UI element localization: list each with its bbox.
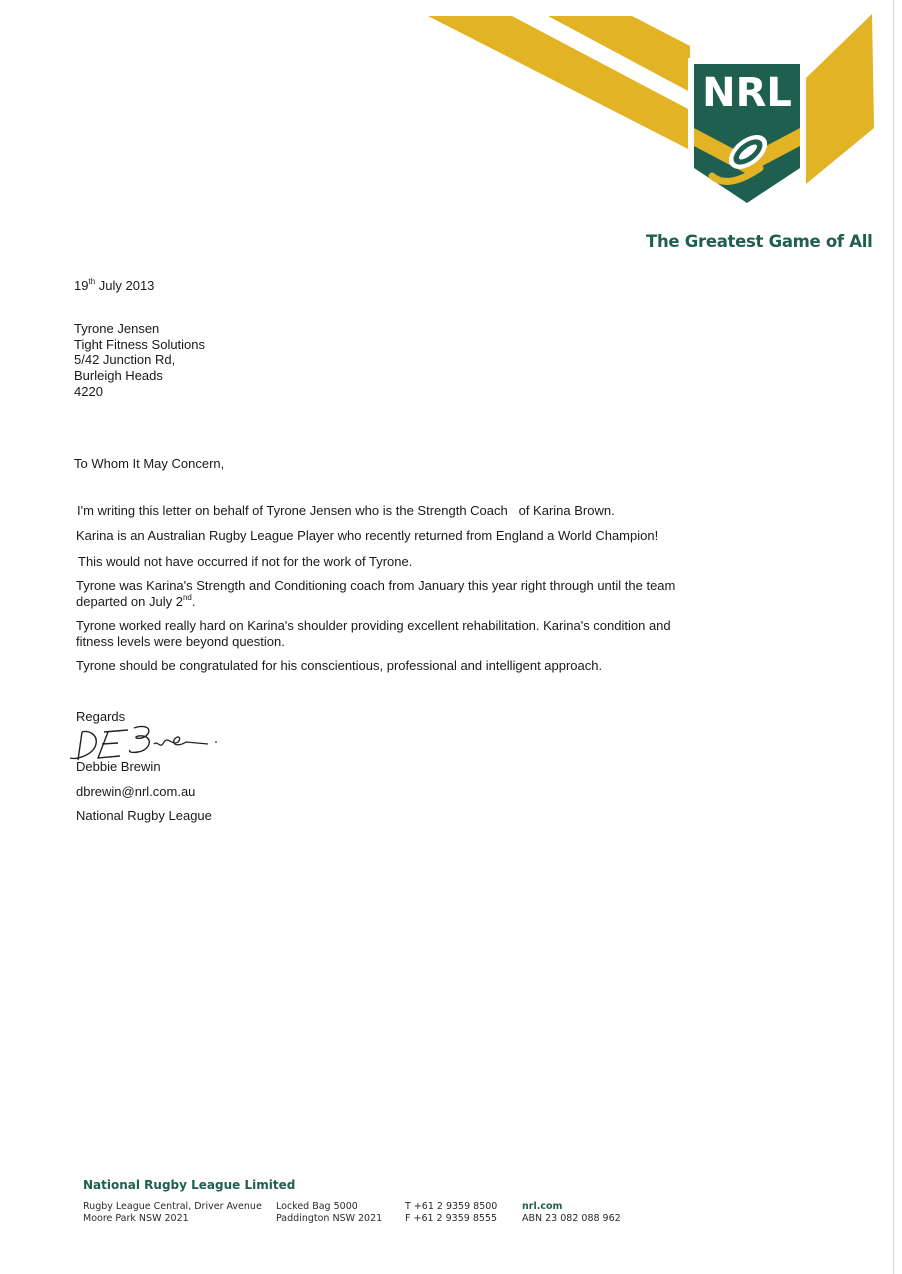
footer-address-line: Moore Park NSW 2021 bbox=[83, 1213, 189, 1224]
footer-website-link[interactable]: nrl.com bbox=[522, 1201, 563, 1212]
nrl-logo-text: NRL bbox=[702, 70, 792, 116]
letter-date bbox=[74, 278, 154, 294]
salutation: To Whom It May Concern, bbox=[74, 456, 225, 471]
body-paragraph: I'm writing this letter on behalf of Tyrone Jensen who is the Strength Coach of Karina Brown. bbox=[77, 503, 615, 518]
address-line: 5/42 Junction Rd, bbox=[74, 352, 176, 367]
signer-email[interactable]: dbrewin@nrl.com.au bbox=[76, 784, 196, 799]
body-paragraph-continued: fitness levels were beyond question. bbox=[76, 634, 285, 649]
date-day: 19 bbox=[74, 278, 89, 293]
signer-name: Debbie Brewin bbox=[76, 759, 161, 774]
date-suffix: nd bbox=[182, 592, 192, 602]
footer-abn: ABN 23 082 088 962 bbox=[522, 1213, 621, 1224]
body-paragraph-continued bbox=[76, 594, 196, 610]
footer-web bbox=[522, 1201, 621, 1225]
footer-org-name: National Rugby League Limited bbox=[83, 1178, 296, 1192]
body-paragraph: Karina is an Australian Rugby League Player who recently returned from England a World Champion! bbox=[76, 528, 659, 543]
body-paragraph: Tyrone worked really hard on Karina's shoulder providing excellent rehabilitation. Karina's condition and bbox=[76, 618, 671, 633]
footer-postal-line: Locked Bag 5000 bbox=[276, 1201, 358, 1212]
gold-stripe-right bbox=[806, 14, 874, 184]
address-line: Tyrone Jensen bbox=[74, 321, 160, 336]
body-paragraph: Tyrone was Karina's Strength and Conditioning coach from January this year right through until the team bbox=[76, 578, 676, 593]
footer-address-line: Rugby League Central, Driver Avenue bbox=[83, 1201, 262, 1212]
date-suffix: th bbox=[88, 276, 96, 286]
footer-address bbox=[83, 1201, 262, 1225]
address-line: Burleigh Heads bbox=[74, 368, 163, 383]
footer-fax: F +61 2 9359 8555 bbox=[405, 1213, 497, 1224]
period: . bbox=[191, 594, 196, 609]
signer-organisation: National Rugby League bbox=[76, 808, 212, 823]
date-rest: July 2013 bbox=[95, 278, 155, 293]
footer-postal bbox=[276, 1201, 382, 1225]
footer-phone: T +61 2 9359 8500 bbox=[405, 1201, 498, 1212]
nrl-shield-logo bbox=[688, 58, 806, 210]
address-line: Tight Fitness Solutions bbox=[74, 337, 206, 352]
departure-text: departed on July 2 bbox=[76, 594, 183, 609]
address-line: 4220 bbox=[74, 384, 103, 399]
footer-postal-line: Paddington NSW 2021 bbox=[276, 1213, 383, 1224]
footer-contact bbox=[405, 1201, 497, 1225]
brand-tagline: The Greatest Game of All bbox=[646, 232, 873, 251]
body-paragraph: This would not have occurred if not for the work of Tyrone. bbox=[78, 554, 413, 569]
closing: Regards bbox=[76, 709, 126, 724]
body-paragraph: Tyrone should be congratulated for his conscientious, professional and intelligent approach. bbox=[76, 658, 603, 673]
nrl-header-banner bbox=[0, 0, 902, 230]
